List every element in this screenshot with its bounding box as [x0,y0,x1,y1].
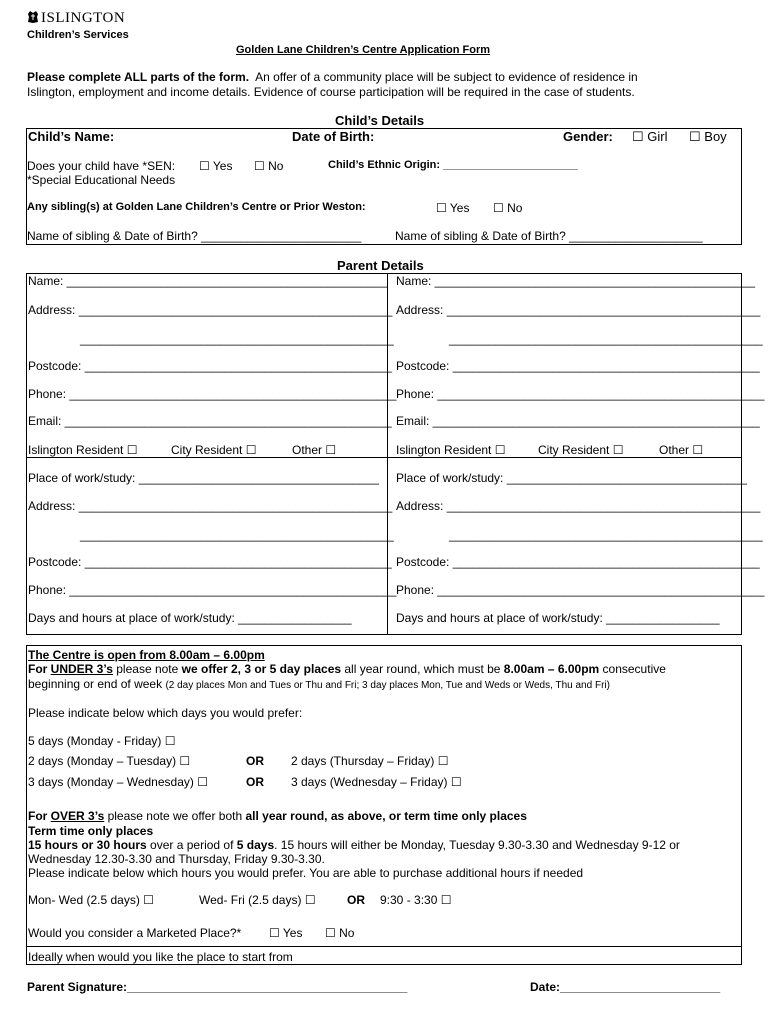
checkbox-icon[interactable]: ☐ [199,159,210,173]
parent2-work-address-cont[interactable]: _______________________________________________ [449,528,763,542]
marketed-question: Would you consider a Marketed Place?* [28,926,242,940]
parent2-other[interactable]: Other ☐ [659,443,704,457]
parent2-work-address[interactable]: Address: _______________________________________________ [396,499,761,513]
under3-line2: beginning or end of week (2 day places Mon and Tues or Thu and Fri; 3 day places Mon, Tue and Weds or Weds, Thu and Fri) [28,677,610,691]
opt-930-330[interactable]: 9:30 - 3:30 ☐ [380,893,452,907]
form-title: Golden Lane Children’s Centre Application Form [236,44,491,56]
parent1-work[interactable]: Place of work/study: ____________________________________ [28,471,379,485]
child-name-label: Child’s Name: [28,129,115,144]
parent2-city-resident[interactable]: City Resident ☐ [538,443,624,457]
under3-line: For UNDER 3’s please note we offer 2, 3 or 5 day places all year round, which must be 8.00am – 6.00pm consecutive [28,662,666,676]
parent1-work-phone[interactable]: Phone: _________________________________________________ [28,583,397,597]
or-label: OR [246,775,264,789]
child-section-title: Child’s Details [335,113,425,128]
parent1-address[interactable]: Address: _______________________________________________ [28,303,393,317]
parent2-phone[interactable]: Phone: _________________________________________________ [396,387,765,401]
checkbox-icon[interactable]: ☐ [440,893,452,907]
checkbox-icon[interactable]: ☐ [325,443,337,457]
or-label: OR [246,754,264,768]
parent2-email[interactable]: Email: _________________________________________________ [396,414,760,428]
logo-text: ISLINGTON [41,10,126,26]
checkbox-icon[interactable]: ☐ [612,443,624,457]
checkbox-icon[interactable]: ☐ [450,775,462,789]
checkbox-icon[interactable]: ☐ [126,443,138,457]
parent2-address[interactable]: Address: _______________________________________________ [396,303,761,317]
indicate-days: Please indicate below which days you would prefer: [28,706,303,720]
marketed-no[interactable]: ☐ No [325,926,355,940]
parent2-work-phone[interactable]: Phone: _________________________________________________ [396,583,765,597]
dept-name: Children’s Services [27,29,129,41]
hours-line2: Wednesday 12.30-3.30 and Thursday, Friday 9.30-3.30. [28,852,325,866]
signature-date[interactable]: Date:________________________ [530,980,721,994]
parent1-work-hours[interactable]: Days and hours at place of work/study: _________________ [28,611,352,625]
sen-yes[interactable]: ☐ Yes [199,159,233,173]
sibling-field-2[interactable]: Name of sibling & Date of Birth? ____________________ [395,229,703,243]
start-date-question[interactable]: Ideally when would you like the place to start from [28,950,293,964]
parent-signature[interactable]: Parent Signature:__________________________________________ [27,980,408,994]
over3-line: For OVER 3’s please note we offer both all year round, as above, or term time only places [28,809,527,823]
opt-2-days-thu-fri[interactable]: 2 days (Thursday – Friday) ☐ [291,754,449,768]
parent1-work-postcode[interactable]: Postcode: ______________________________________________ [28,555,392,569]
parent1-city-resident[interactable]: City Resident ☐ [171,443,257,457]
checkbox-icon[interactable]: ☐ [437,754,449,768]
checkbox-icon[interactable]: ☐ [179,754,191,768]
intro-line1: Please complete ALL parts of the form. An offer of a community place will be subject to evidence of residence in [27,70,638,84]
parent1-phone[interactable]: Phone: _________________________________________________ [28,387,397,401]
checkbox-icon[interactable]: ☐ [689,129,701,144]
parent2-work-hours[interactable]: Days and hours at place of work/study: _________________ [396,611,720,625]
checkbox-icon[interactable]: ☐ [304,893,316,907]
sen-note: *Special Educational Needs [27,173,176,187]
sibling-no[interactable]: ☐ No [493,201,523,215]
sen-no[interactable]: ☐ No [254,159,284,173]
checkbox-icon[interactable]: ☐ [197,775,208,789]
opt-wed-fri[interactable]: Wed- Fri (2.5 days) ☐ [199,893,316,907]
opt-5-days[interactable]: 5 days (Monday - Friday) ☐ [28,734,176,748]
checkbox-icon[interactable]: ☐ [436,201,447,215]
parent1-address-cont[interactable]: _______________________________________________ [80,332,394,346]
parent2-postcode[interactable]: Postcode: ______________________________________________ [396,359,760,373]
checkbox-icon[interactable]: ☐ [164,734,176,748]
checkbox-icon[interactable]: ☐ [632,129,644,144]
parent-section-title: Parent Details [337,258,424,273]
dob-label: Date of Birth: [292,129,375,144]
checkbox-icon[interactable]: ☐ [245,443,257,457]
checkbox-icon[interactable]: ☐ [269,926,280,940]
crest-icon [27,10,39,24]
parent1-work-address[interactable]: Address: _______________________________________________ [28,499,393,513]
checkbox-icon[interactable]: ☐ [325,926,336,940]
or-label: OR [347,893,365,907]
sen-question: Does your child have *SEN: [27,159,176,173]
checkbox-icon[interactable]: ☐ [493,201,504,215]
boy-option[interactable]: ☐ Boy [689,129,727,144]
intro-line2: Islington, employment and income details. Evidence of course participation will be required in the case of students. [27,85,635,99]
hours-line: 15 hours or 30 hours over a period of 5 days. 15 hours will either be Monday, Tuesday 9.30-3.30 and Wednesday 9-12 or [28,838,680,852]
parent1-islington-resident[interactable]: Islington Resident ☐ [28,443,138,457]
checkbox-icon[interactable]: ☐ [143,893,154,907]
parent1-other[interactable]: Other ☐ [292,443,337,457]
opt-mon-wed[interactable]: Mon- Wed (2.5 days) ☐ [28,893,154,907]
opt-2-days-mon-tue[interactable]: 2 days (Monday – Tuesday) ☐ [28,754,191,768]
sibling-question: Any sibling(s) at Golden Lane Children’s Centre or Prior Weston: [27,201,366,213]
opt-3-days-wed-fri[interactable]: 3 days (Wednesday – Friday) ☐ [291,775,462,789]
checkbox-icon[interactable]: ☐ [494,443,506,457]
parent2-work-postcode[interactable]: Postcode: ______________________________________________ [396,555,760,569]
sibling-yes[interactable]: ☐ Yes [436,201,470,215]
parent2-address-cont[interactable]: _______________________________________________ [449,332,763,346]
centre-open: The Centre is open from 8.00am – 6.00pm [28,648,265,662]
parent1-postcode[interactable]: Postcode: ______________________________________________ [28,359,392,373]
checkbox-icon[interactable]: ☐ [254,159,265,173]
hours-line3: Please indicate below which hours you would prefer. You are able to purchase additional hours if needed [28,866,584,880]
marketed-yes[interactable]: ☐ Yes [269,926,303,940]
girl-option[interactable]: ☐ Girl [632,129,668,144]
gender-label: Gender: [563,129,613,144]
sibling-field-1[interactable]: Name of sibling & Date of Birth? ________________________ [27,229,362,243]
parent1-email[interactable]: Email: _________________________________________________ [28,414,392,428]
parent2-work[interactable]: Place of work/study: ____________________________________ [396,471,747,485]
parent1-work-address-cont[interactable]: _______________________________________________ [80,528,394,542]
centre-info-box [26,645,742,965]
parent2-name[interactable]: Name: ________________________________________________ [396,274,756,288]
parent2-islington-resident[interactable]: Islington Resident ☐ [396,443,506,457]
logo [27,10,125,27]
opt-3-days-mon-wed[interactable]: 3 days (Monday – Wednesday) ☐ [28,775,208,789]
term-time-heading: Term time only places [28,824,154,838]
ethnic-origin[interactable]: Child’s Ethnic Origin: ______________________ [328,159,578,171]
parent1-name[interactable]: Name: ________________________________________________ [28,274,388,288]
checkbox-icon[interactable]: ☐ [692,443,704,457]
